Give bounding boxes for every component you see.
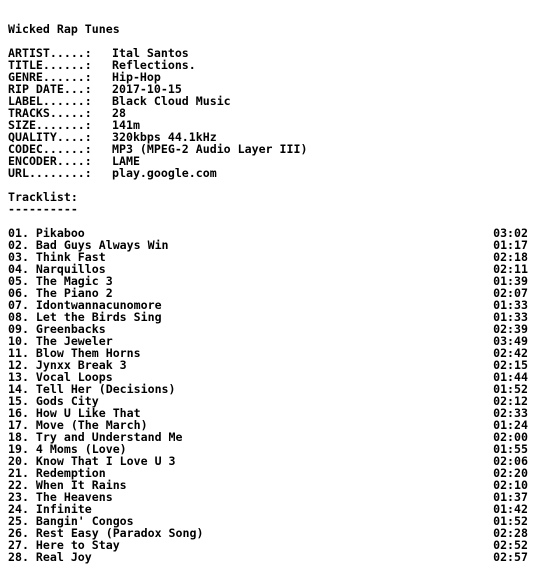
tracklist — [8, 227, 528, 563]
spacer — [8, 215, 528, 227]
info-label: TRACKS.....: — [8, 106, 92, 120]
info-label: GENRE......: — [8, 70, 92, 84]
track-duration: 02:10 — [493, 478, 528, 492]
info-label: SIZE.......: — [8, 118, 92, 132]
info-value: 2017-10-15 — [112, 82, 182, 96]
track-duration: 03:02 — [493, 226, 528, 240]
track-title: 14. Tell Her (Decisions) — [8, 382, 176, 396]
track-title: 26. Rest Easy (Paradox Song) — [8, 526, 204, 540]
track-duration: 02:28 — [493, 526, 528, 540]
track-title: 12. Jynxx Break 3 — [8, 358, 127, 372]
info-label: ENCODER....: — [8, 154, 92, 168]
track-title: 11. Blow Them Horns — [8, 346, 141, 360]
info-row-url — [8, 167, 528, 179]
track-title: 23. The Heavens — [8, 490, 113, 504]
info-label: RIP DATE...: — [8, 82, 92, 96]
info-value: Ital Santos — [112, 46, 189, 60]
track-title: 28. Real Joy — [8, 550, 92, 564]
track-title: 05. The Magic 3 — [8, 274, 113, 288]
track-duration: 02:12 — [493, 394, 528, 408]
track-title: 22. When It Rains — [8, 478, 127, 492]
track-duration: 01:52 — [493, 514, 528, 528]
info-value: LAME — [112, 154, 140, 168]
track-duration: 01:24 — [493, 418, 528, 432]
track-duration: 02:11 — [493, 262, 528, 276]
info-value: play.google.com — [112, 166, 217, 180]
info-value: 141m — [112, 118, 140, 132]
info-value: MP3 (MPEG-2 Audio Layer III) — [112, 142, 308, 156]
tracklist-heading: Tracklist: — [8, 190, 78, 204]
track-title: 24. Infinite — [8, 502, 92, 516]
track-duration: 02:42 — [493, 346, 528, 360]
track-duration: 01:44 — [493, 370, 528, 384]
track-duration: 01:33 — [493, 310, 528, 324]
track-duration: 02:20 — [493, 466, 528, 480]
track-title: 03. Think Fast — [8, 250, 106, 264]
track-duration: 02:57 — [493, 550, 528, 564]
page-title: Wicked Rap Tunes — [8, 22, 120, 36]
track-duration: 02:15 — [493, 358, 528, 372]
info-value: Reflections. — [112, 58, 196, 72]
info-value: Hip-Hop — [112, 70, 161, 84]
track-title: 08. Let the Birds Sing — [8, 310, 162, 324]
info-value: Black Cloud Music — [112, 94, 231, 108]
info-label: CODEC......: — [8, 142, 92, 156]
track-duration: 02:33 — [493, 406, 528, 420]
track-title: 21. Redemption — [8, 466, 106, 480]
track-title: 06. The Piano 2 — [8, 286, 113, 300]
info-label: URL........: — [8, 166, 92, 180]
track-title: 17. Move (The March) — [8, 418, 148, 432]
track-duration: 03:49 — [493, 334, 528, 348]
track-duration: 01:52 — [493, 382, 528, 396]
track-duration: 01:37 — [493, 490, 528, 504]
track-title: 02. Bad Guys Always Win — [8, 238, 169, 252]
nfo-document — [8, 23, 528, 563]
info-label: LABEL......: — [8, 94, 92, 108]
track-title: 27. Here to Stay — [8, 538, 120, 552]
track-duration: 01:33 — [493, 298, 528, 312]
track-title: 16. How U Like That — [8, 406, 141, 420]
track-duration: 02:52 — [493, 538, 528, 552]
track-duration: 02:18 — [493, 250, 528, 264]
track-duration: 01:39 — [493, 274, 528, 288]
track-title: 19. 4 Moms (Love) — [8, 442, 127, 456]
track-title: 13. Vocal Loops — [8, 370, 113, 384]
track-row — [8, 551, 528, 563]
info-value: 28 — [112, 106, 126, 120]
track-title: 07. Idontwannacunomore — [8, 298, 162, 312]
track-title: 15. Gods City — [8, 394, 99, 408]
track-title: 10. The Jeweler — [8, 334, 113, 348]
track-title: 04. Narquillos — [8, 262, 106, 276]
track-title: 20. Know That I Love U 3 — [8, 454, 176, 468]
track-duration: 01:55 — [493, 442, 528, 456]
track-title: 18. Try and Understand Me — [8, 430, 183, 444]
info-label: QUALITY....: — [8, 130, 92, 144]
tracklist-underline: ---------- — [8, 202, 78, 216]
track-title: 01. Pikaboo — [8, 226, 85, 240]
release-info — [8, 47, 528, 179]
track-duration: 01:17 — [493, 238, 528, 252]
track-title: 25. Bangin' Congos — [8, 514, 134, 528]
track-duration: 02:39 — [493, 322, 528, 336]
track-duration: 02:06 — [493, 454, 528, 468]
track-duration: 02:07 — [493, 286, 528, 300]
info-value: 320kbps 44.1kHz — [112, 130, 217, 144]
info-label: ARTIST.....: — [8, 46, 92, 60]
info-label: TITLE......: — [8, 58, 92, 72]
spacer — [8, 179, 528, 191]
track-duration: 02:00 — [493, 430, 528, 444]
track-duration: 01:42 — [493, 502, 528, 516]
track-title: 09. Greenbacks — [8, 322, 106, 336]
